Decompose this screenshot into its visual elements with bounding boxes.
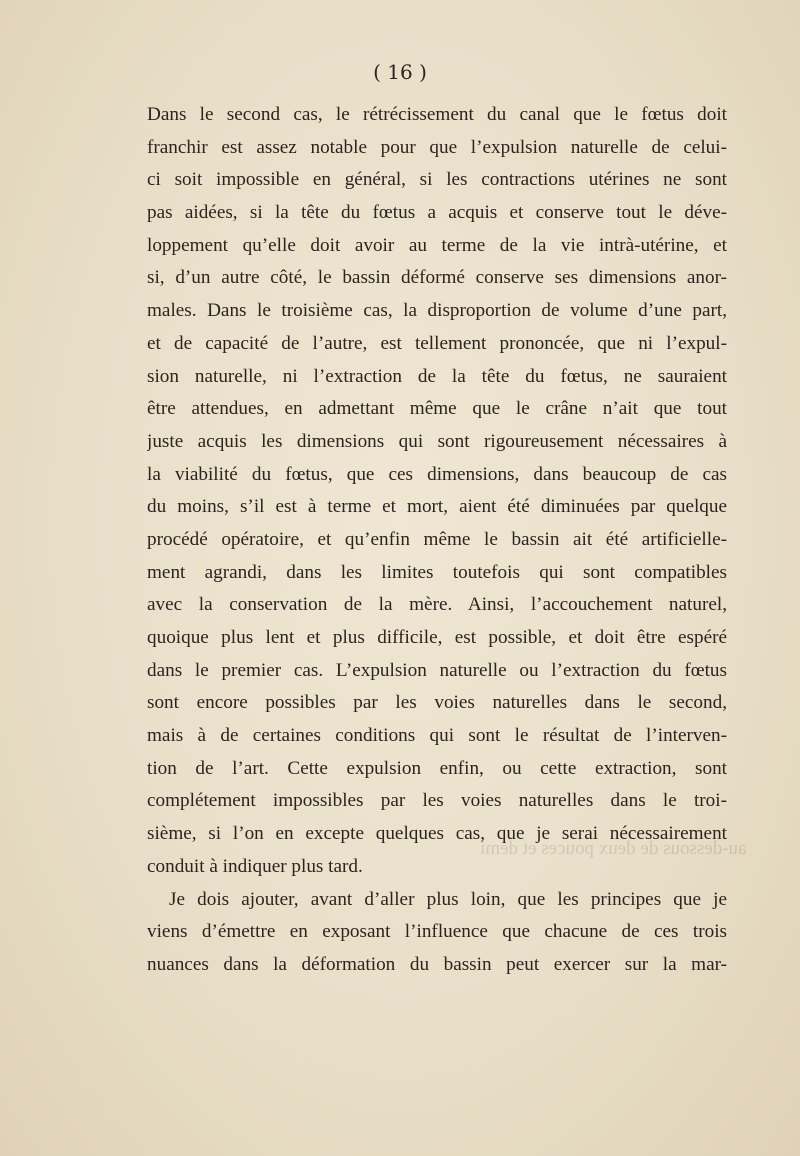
text-line: si, d’un autre côté, le bassin déformé conserve ses dimensions anor- [147, 267, 727, 289]
body-text [147, 99, 727, 982]
text-line: sième, si l’on en excepte quelques cas, que je serai nécessairement [147, 823, 727, 845]
text-line: sont encore possibles par les voies naturelles dans le second, [147, 692, 727, 714]
text-line: Dans le second cas, le rétrécissement du canal que le fœtus doit [147, 104, 727, 125]
text-line: complétement impossibles par les voies naturelles dans le troi- [147, 790, 727, 812]
text-line: ci soit impossible en général, si les contractions utérines ne sont [147, 169, 727, 191]
text-line: avec la conservation de la mère. Ainsi, l’accouchement naturel, [147, 594, 727, 616]
text-line: loppement qu’elle doit avoir au terme de la vie intrà-utérine, et [147, 234, 727, 256]
text-line: et de capacité de l’autre, est tellement prononcée, que ni l’expul- [147, 332, 727, 354]
text-line: Je dois ajouter, avant d’aller plus loin, que les principes que je [169, 888, 727, 910]
text-line: mais à de certaines conditions qui sont le résultat de l’interven- [147, 725, 727, 747]
text-line: conduit à indiquer plus tard. [147, 855, 363, 877]
page-number: ( 16 ) [373, 60, 427, 84]
text-line: dans le premier cas. L’expulsion naturelle ou l’extraction du fœtus [147, 659, 727, 681]
text-line: tion de l’art. Cette expulsion enfin, ou cette extraction, sont [147, 757, 727, 779]
text-line: quoique plus lent et plus difficile, est possible, et doit être espéré [147, 627, 727, 648]
text-line: procédé opératoire, et qu’enfin même le bassin ait été artificielle- [147, 528, 727, 550]
text-line: males. Dans le troisième cas, la disproportion de volume d’une part, [147, 300, 727, 322]
text-line: viens d’émettre en exposant l’influence que chacune de ces trois [147, 921, 727, 943]
text-line: la viabilité du fœtus, que ces dimensions, dans beaucoup de cas [147, 463, 727, 485]
text-line: être attendues, en admettant même que le crâne n’ait que tout [147, 398, 727, 420]
text-line: du moins, s’il est à terme et mort, aient été diminuées par quelque [147, 496, 727, 518]
text-line: nuances dans la déformation du bassin peut exercer sur la mar- [147, 953, 727, 975]
text-line: pas aidées, si la tête du fœtus a acquis et conserve tout le déve- [147, 202, 727, 224]
text-line: juste acquis les dimensions qui sont rigoureusement nécessaires à [147, 430, 727, 452]
text-line: sion naturelle, ni l’extraction de la tête du fœtus, ne sauraient [147, 365, 727, 387]
text-line: franchir est assez notable pour que l’expulsion naturelle de celui- [147, 136, 727, 158]
text-line: ment agrandi, dans les limites toutefois qui sont compatibles [147, 561, 727, 583]
bleed-through-text: au-dessous de deux pouces et demi [480, 838, 747, 859]
